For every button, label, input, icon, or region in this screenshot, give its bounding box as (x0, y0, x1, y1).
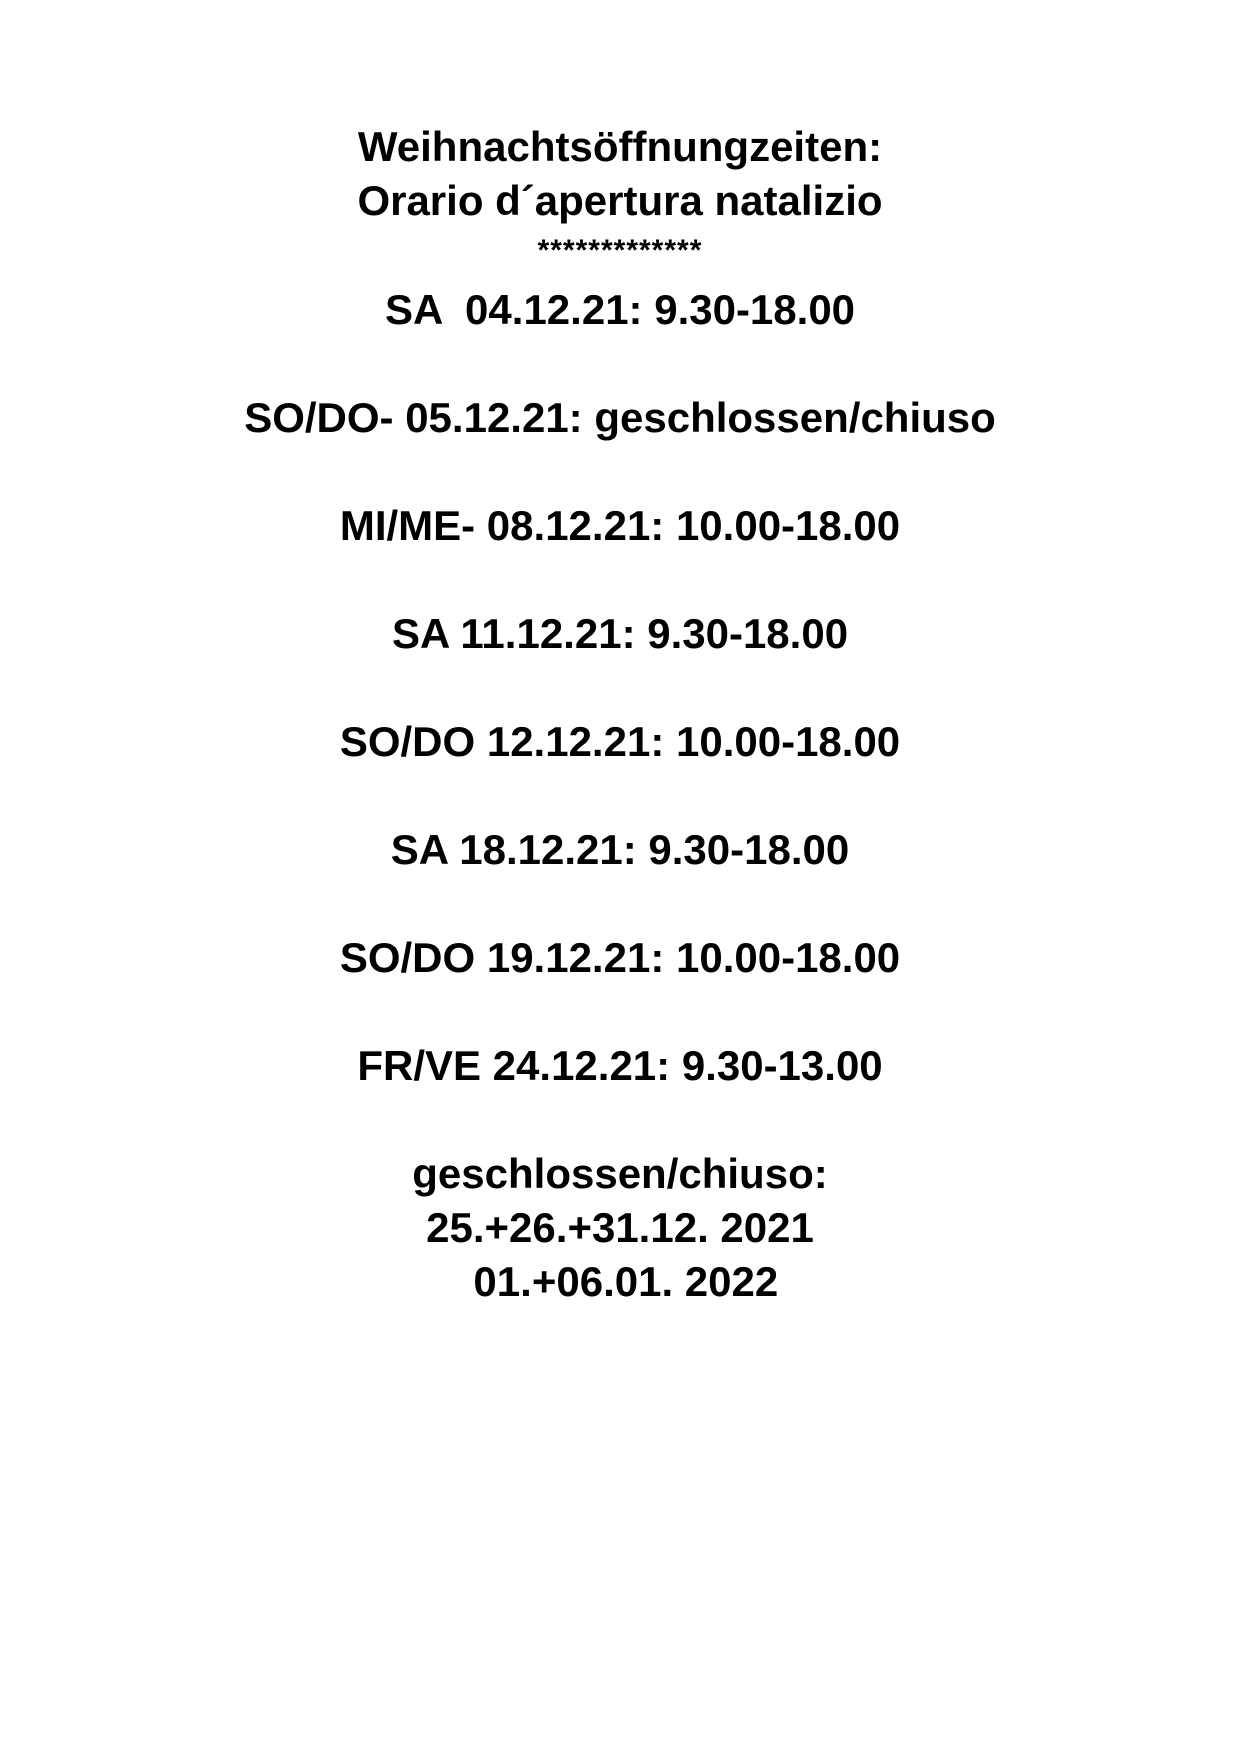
schedule-line: SO/DO 19.12.21: 10.00-18.00 (339, 934, 901, 981)
schedule-line: SO/DO- 05.12.21: geschlossen/chiuso (244, 394, 996, 441)
schedule-line: SA 18.12.21: 9.30-18.00 (390, 826, 850, 873)
title-italian: Orario d´apertura natalizio (357, 177, 883, 224)
schedule-line: SA 11.12.21: 9.30-18.00 (391, 610, 849, 657)
schedule-line: SO/DO 12.12.21: 10.00-18.00 (339, 718, 901, 765)
schedule-line: FR/VE 24.12.21: 9.30-13.00 (357, 1042, 883, 1089)
separator-stars: ************* (537, 234, 703, 267)
closed-label: geschlossen/chiuso: (412, 1150, 828, 1197)
schedule-line: MI/ME- 08.12.21: 10.00-18.00 (339, 502, 901, 549)
closed-dates-2021: 25.+26.+31.12. 2021 (426, 1204, 814, 1251)
schedule-line: SA 04.12.21: 9.30-18.00 (384, 286, 856, 333)
title-german: Weihnachtsöffnungzeiten: (357, 123, 883, 170)
closed-dates-2022: 01.+06.01. 2022 (461, 1258, 779, 1305)
